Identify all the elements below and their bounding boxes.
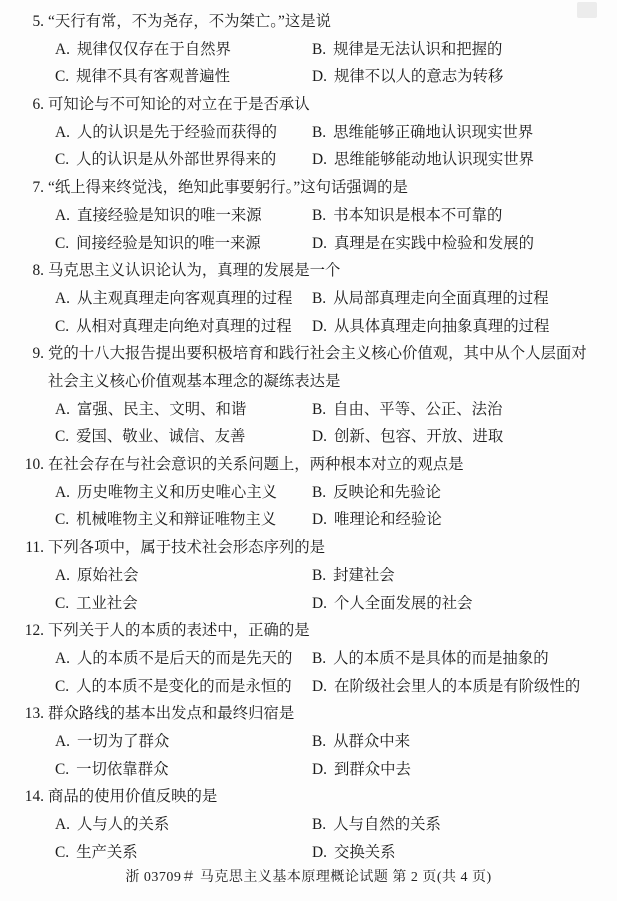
question-text: 马克思主义认识论认为，真理的发展是一个 <box>48 262 341 280</box>
question-text: 在社会存在与社会意识的关系问题上，两种根本对立的观点是 <box>48 456 464 474</box>
option-label: B. <box>312 40 327 58</box>
option-label: C. <box>55 594 70 612</box>
question-text: 商品的使用价值反映的是 <box>48 788 218 806</box>
question-text: 下列各项中，属于技术社会形态序列的是 <box>48 539 326 557</box>
option <box>55 811 312 839</box>
option-text: 人的本质不是后天的而是先天的 <box>76 649 293 667</box>
option-text: 人的认识是从外部世界得来的 <box>76 151 277 169</box>
option-row <box>0 839 601 867</box>
option-label: D. <box>312 68 327 86</box>
option-label: B. <box>312 483 327 501</box>
option <box>312 811 441 839</box>
option-label: D. <box>312 234 327 252</box>
option-label: D. <box>312 677 327 695</box>
question-text: 下列关于人的本质的表述中，正确的是 <box>48 622 310 640</box>
option-row <box>0 63 601 91</box>
option <box>55 645 312 673</box>
option-text: 自由、平等、公正、法治 <box>333 400 503 418</box>
question-block <box>0 451 601 534</box>
question-line <box>0 340 601 395</box>
option-label: B. <box>312 400 327 418</box>
option-label: C. <box>55 68 70 86</box>
option-label: C. <box>55 151 70 169</box>
option-label: A. <box>55 816 70 834</box>
option-row <box>0 479 601 507</box>
option-text: 富强、民主、文明、和谐 <box>76 400 247 418</box>
question-number: 5. <box>32 13 44 30</box>
option <box>312 119 533 147</box>
question-block <box>0 340 601 451</box>
option-text: 规律仅仅存在于自然界 <box>76 40 231 58</box>
option <box>55 756 312 784</box>
option-text: 工业社会 <box>76 594 138 612</box>
option-row <box>0 728 601 756</box>
option <box>55 590 312 618</box>
option-text: 人的本质不是具体的而是抽象的 <box>333 649 549 667</box>
option <box>55 728 312 756</box>
question-number: 12. <box>24 622 44 640</box>
question-line <box>0 174 601 202</box>
option-text: 封建社会 <box>333 566 395 584</box>
question-text: “天行有常，不为尧存，不为桀亡。”这是说 <box>48 13 331 30</box>
question-line <box>0 617 601 645</box>
option-row <box>0 285 601 313</box>
option-row <box>0 562 601 590</box>
option-text: 历史唯物主义和历史唯心主义 <box>76 483 278 501</box>
option-label: C. <box>55 234 70 252</box>
option <box>312 506 442 534</box>
option <box>55 423 312 451</box>
question-text: 群众路线的基本出发点和最终归宿是 <box>48 705 295 723</box>
question-number: 10. <box>24 456 44 474</box>
option-label: A. <box>55 123 70 141</box>
option <box>312 479 441 507</box>
option-label: A. <box>55 733 70 751</box>
option-text: 一切依靠群众 <box>76 760 169 778</box>
question-block <box>0 257 601 340</box>
option <box>312 285 549 313</box>
option <box>312 313 549 341</box>
questions-list <box>0 8 601 866</box>
option-row <box>0 230 601 258</box>
option <box>312 839 396 867</box>
option-label: D. <box>312 317 327 335</box>
option <box>312 728 410 756</box>
option-row <box>0 645 601 673</box>
option-label: D. <box>312 511 327 529</box>
option <box>312 63 503 91</box>
option <box>55 285 312 313</box>
question-block <box>0 700 601 783</box>
question-line <box>0 8 601 36</box>
question-block <box>0 617 601 700</box>
option-label: B. <box>312 206 327 224</box>
question-number: 8. <box>32 262 44 280</box>
option-text: 交换关系 <box>333 843 396 861</box>
option <box>312 202 502 230</box>
option <box>55 202 312 230</box>
option-label: D. <box>312 428 327 446</box>
option-label: D. <box>312 843 327 861</box>
option-row <box>0 36 601 64</box>
option <box>55 146 312 174</box>
question-line <box>0 257 601 285</box>
option-text: 爱国、敬业、诚信、友善 <box>76 428 246 446</box>
option-label: A. <box>55 483 70 501</box>
option <box>55 63 312 91</box>
option-label: C. <box>55 317 70 335</box>
option <box>312 230 534 258</box>
question-block <box>0 783 601 866</box>
option-text: 创新、包容、开放、进取 <box>333 428 504 446</box>
question-text: 党的十八大报告提出要积极培育和践行社会主义核心价值观，其中从个人层面对社会主义核心价值观基本理念的凝练表达是 <box>48 345 587 391</box>
option-label: B. <box>312 123 327 141</box>
option-label: C. <box>55 760 70 778</box>
option <box>55 479 312 507</box>
option-label: A. <box>55 289 70 307</box>
question-line <box>0 451 601 479</box>
question-line <box>0 700 601 728</box>
question-number: 13. <box>24 705 44 723</box>
option-text: 机械唯物主义和辩证唯物主义 <box>76 511 277 529</box>
option-label: C. <box>55 843 70 861</box>
option-text: 从主观真理走向客观真理的过程 <box>76 289 293 307</box>
question-block <box>0 8 601 91</box>
option <box>55 119 312 147</box>
option-label: C. <box>55 677 70 695</box>
option <box>312 146 534 174</box>
option-label: B. <box>312 566 327 584</box>
option <box>55 230 312 258</box>
option-row <box>0 146 601 174</box>
option <box>312 562 395 590</box>
option-row <box>0 673 601 701</box>
question-line <box>0 91 601 119</box>
option-label: B. <box>312 289 327 307</box>
option-row <box>0 423 601 451</box>
option-text: 从具体真理走向抽象真理的过程 <box>333 317 550 335</box>
question-block <box>0 534 601 617</box>
option-text: 规律不以人的意志为转移 <box>333 68 504 86</box>
option-label: B. <box>312 733 327 751</box>
option <box>312 590 473 618</box>
option-label: B. <box>312 816 327 834</box>
option <box>55 313 312 341</box>
question-block <box>0 91 601 174</box>
option-row <box>0 756 601 784</box>
question-number: 6. <box>32 96 44 114</box>
option-text: 规律是无法认识和把握的 <box>333 40 503 58</box>
option-label: D. <box>312 760 327 778</box>
option <box>55 36 312 64</box>
option <box>312 645 549 673</box>
option <box>55 673 312 701</box>
question-number: 14. <box>24 788 44 806</box>
option-text: 人与自然的关系 <box>333 816 441 834</box>
option-text: 唯理论和经验论 <box>333 511 442 529</box>
option-text: 从局部真理走向全面真理的过程 <box>333 289 549 307</box>
option-row <box>0 119 601 147</box>
option-text: 人的认识是先于经验而获得的 <box>76 123 278 141</box>
option-text: 个人全面发展的社会 <box>333 594 473 612</box>
option-row <box>0 506 601 534</box>
option-label: A. <box>55 566 70 584</box>
option-text: 一切为了群众 <box>76 733 170 751</box>
option-label: A. <box>55 400 70 418</box>
question-number: 7. <box>32 179 44 197</box>
option-row <box>0 313 601 341</box>
option <box>55 506 312 534</box>
option-label: C. <box>55 511 70 529</box>
option-text: 到群众中去 <box>333 760 411 778</box>
option-row <box>0 590 601 618</box>
option <box>55 839 312 867</box>
option-row <box>0 396 601 424</box>
question-line <box>0 783 601 811</box>
option-label: D. <box>312 151 327 169</box>
option-text: 真理是在实践中检验和发展的 <box>333 234 535 252</box>
option-label: A. <box>55 40 70 58</box>
option-label: A. <box>55 649 70 667</box>
option-text: 从群众中来 <box>333 733 411 751</box>
option-text: 生产关系 <box>76 843 138 861</box>
option-text: 反映论和先验论 <box>333 483 441 501</box>
option <box>55 396 312 424</box>
option-text: 书本知识是根本不可靠的 <box>333 206 503 224</box>
option-text: 规律不具有客观普遍性 <box>76 68 231 86</box>
question-line <box>0 534 601 562</box>
option-label: A. <box>55 206 70 224</box>
question-block <box>0 174 601 257</box>
option-label: D. <box>312 594 327 612</box>
question-text: 可知论与不可知论的对立在于是否承认 <box>48 96 310 114</box>
question-number: 9. <box>32 345 44 363</box>
option-text: 人的本质不是变化的而是永恒的 <box>76 677 292 695</box>
option <box>312 673 580 701</box>
option-text: 直接经验是知识的唯一来源 <box>76 206 262 224</box>
option-text: 人与人的关系 <box>76 816 170 834</box>
option <box>312 423 503 451</box>
option <box>312 396 502 424</box>
question-number: 11. <box>25 539 44 557</box>
option-row <box>0 811 601 839</box>
option-text: 思维能够能动地认识现实世界 <box>333 151 535 169</box>
option-label: C. <box>55 428 70 446</box>
option-text: 原始社会 <box>76 566 139 584</box>
option-text: 思维能够正确地认识现实世界 <box>333 123 534 141</box>
option <box>55 562 312 590</box>
option-text: 从相对真理走向绝对真理的过程 <box>76 317 292 335</box>
option <box>312 756 411 784</box>
option-label: B. <box>312 649 327 667</box>
option-text: 间接经验是知识的唯一来源 <box>76 234 261 252</box>
page-footer: 浙 03709＃ 马克思主义基本原理概论试题 第 2 页(共 4 页) <box>125 870 492 885</box>
option-row <box>0 202 601 230</box>
option-text: 在阶级社会里人的本质是有阶级性的 <box>333 677 581 695</box>
option <box>312 36 502 64</box>
question-text: “纸上得来终觉浅，绝知此事要躬行。”这句话强调的是 <box>48 179 408 197</box>
